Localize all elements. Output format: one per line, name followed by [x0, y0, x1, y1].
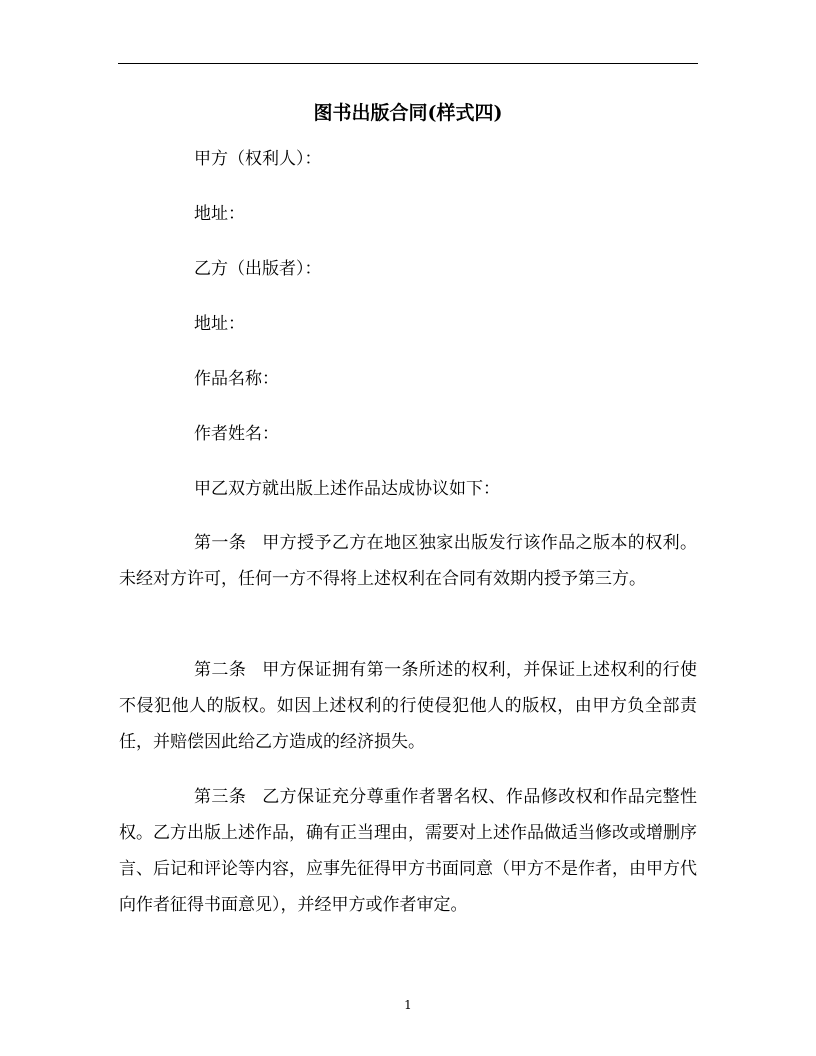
article-1: [119, 525, 697, 597]
article-3: [119, 779, 697, 923]
party-b-address-label: 地址：: [194, 314, 245, 334]
party-a-address-label: 地址：: [194, 204, 245, 224]
document-title: 图书出版合同(样式四): [313, 102, 503, 124]
page-number: 1: [404, 998, 412, 1012]
party-a-label: 甲方（权利人）：: [194, 149, 322, 169]
header-rule: [118, 63, 698, 64]
party-b-label: 乙方（出版者）：: [194, 259, 322, 279]
article-1-text: 甲方授予乙方在地区独家出版发行该作品之版本的权利。未经对方许可，任何一方不得将上述权利在合同有效期内授予第三方。: [119, 533, 698, 589]
article-2-number: 第二条: [194, 660, 247, 680]
work-title-label: 作品名称：: [194, 369, 279, 389]
agreement-intro: 甲乙双方就出版上述作品达成协议如下：: [194, 479, 500, 499]
article-2: [119, 652, 697, 760]
article-3-text: 乙方保证充分尊重作者署名权、作品修改权和作品完整性权。乙方出版上述作品，确有正当理由，需要对上述作品做适当修改或增删序言、后记和评论等内容，应事先征得甲方书面同意（甲方不是作者，由甲方代向作者征得书面意见），并经甲方或作者审定。: [119, 787, 698, 915]
author-name-label: 作者姓名：: [194, 424, 279, 444]
article-2-text: 甲方保证拥有第一条所述的权利，并保证上述权利的行使不侵犯他人的版权。如因上述权利的行使侵犯他人的版权，由甲方负全部责任，并赔偿因此给乙方造成的经济损失。: [119, 660, 698, 752]
article-3-number: 第三条: [194, 787, 247, 807]
article-1-number: 第一条: [194, 533, 247, 553]
